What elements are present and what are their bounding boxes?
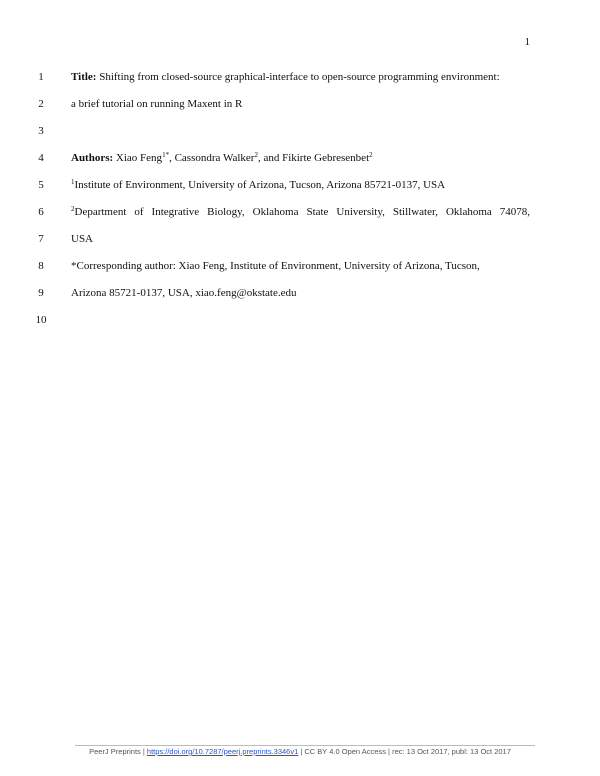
line-number: 3	[38, 125, 44, 137]
footer-suffix: | CC BY 4.0 Open Access | rec: 13 Oct 2017, publ: 13 Oct 2017	[298, 747, 511, 756]
affiliation-1-marker: 1	[71, 178, 75, 186]
line-number: 7	[38, 233, 44, 245]
affiliation-2-marker: 2	[71, 205, 75, 213]
line-number: 2	[38, 98, 44, 110]
author-2-affiliation: 2	[254, 151, 258, 159]
preprint-footer	[0, 747, 600, 756]
page-number: 1	[524, 36, 530, 48]
manuscript-line-5	[0, 176, 600, 194]
manuscript-line-6	[0, 203, 600, 221]
author-3-affiliation: 2	[369, 151, 373, 159]
line-number: 9	[38, 287, 44, 299]
authors-label: Authors:	[71, 152, 114, 164]
affiliation-1-text: Institute of Environment, University of Arizona, Tucson, Arizona 85721-0137, USA	[74, 179, 446, 191]
authors-line	[71, 149, 373, 167]
title-text-part2: a brief tutorial on running Maxent in R	[71, 98, 243, 110]
title-label: Title:	[71, 71, 97, 83]
affiliation-2-continued: USA	[71, 233, 94, 245]
corresponding-author-address: Arizona 85721-0137, USA, xiao.feng@okstate.edu	[71, 287, 297, 299]
corresponding-author: *Corresponding author: Xiao Feng, Institute of Environment, University of Arizona, Tucson,	[71, 260, 480, 272]
author-3: , and Fikirte Gebresenbet	[257, 152, 370, 164]
title-line	[71, 68, 500, 86]
affiliation-2	[71, 203, 530, 221]
title-text-part1: Shifting from closed-source graphical-interface to open-source programming environment:	[96, 71, 500, 83]
manuscript-line-8	[0, 257, 600, 275]
line-number: 5	[38, 179, 44, 191]
line-number: 1	[38, 71, 44, 83]
line-number: 8	[38, 260, 44, 272]
author-2: , Cassondra Walker	[169, 152, 255, 164]
footer-divider	[75, 745, 535, 746]
manuscript-line-10	[0, 311, 600, 329]
affiliation-2-text: Department of Integrative Biology, Oklahoma State University, Stillwater, Oklahoma 74078,	[74, 206, 530, 218]
line-number: 6	[38, 206, 44, 218]
affiliation-1	[71, 176, 445, 194]
manuscript-line-3	[0, 122, 600, 140]
manuscript-line-2	[0, 95, 600, 113]
line-number: 10	[35, 314, 47, 326]
manuscript-line-9	[0, 284, 600, 302]
footer-prefix: PeerJ Preprints |	[89, 747, 147, 756]
manuscript-line-7	[0, 230, 600, 248]
manuscript-line-4	[0, 149, 600, 167]
manuscript-line-1	[0, 68, 600, 86]
doi-link[interactable]: https://doi.org/10.7287/peerj.preprints.3346v1	[146, 747, 299, 756]
author-1: Xiao Feng	[113, 152, 163, 164]
line-number: 4	[38, 152, 44, 164]
author-1-affiliation: 1*	[162, 151, 170, 159]
